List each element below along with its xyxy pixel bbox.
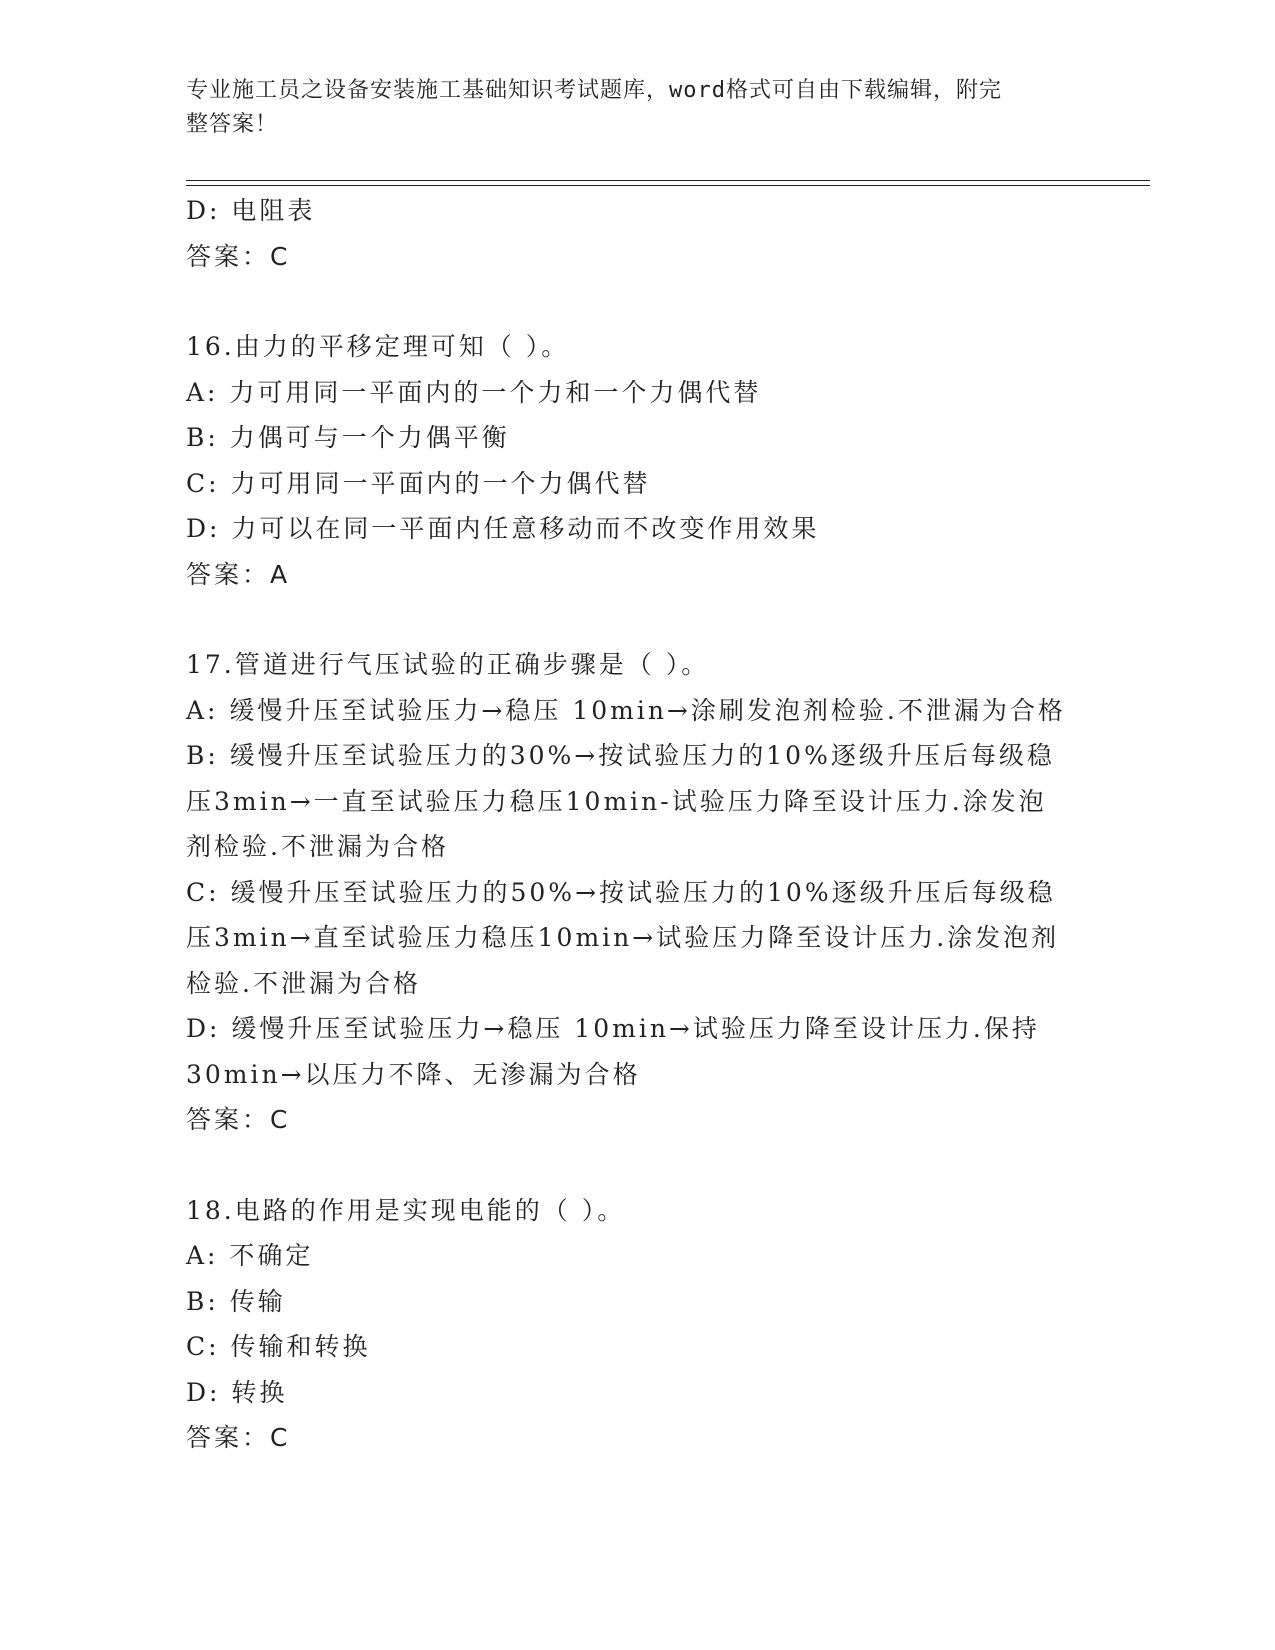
option-c: C: 力可用同一平面内的一个力偶代替 <box>186 468 651 498</box>
question-stem: 17.管道进行气压试验的正确步骤是（ ）。 <box>186 650 710 679</box>
question-17 <box>186 642 1086 1143</box>
option-d-line-1: D: 缓慢升压至试验压力→稳压 10min→试验压力降至设计压力.保持 <box>186 1014 1040 1043</box>
question-stem: 16.由力的平移定理可知（ ）。 <box>186 332 570 361</box>
option-c-line-3: 检验.不泄漏为合格 <box>186 968 421 998</box>
option-b-line-2: 压3min→一直至试验压力稳压10min-试验压力降至设计压力.涂发泡 <box>186 786 1047 816</box>
answer: 答案：A <box>186 559 291 589</box>
option-b: B: 力偶可与一个力偶平衡 <box>186 423 510 452</box>
header-divider-bottom <box>186 185 1150 186</box>
option-a: A: 力可用同一平面内的一个力和一个力偶代替 <box>186 377 762 407</box>
header-title-line-2: 整答案！ <box>186 112 279 137</box>
question-15 <box>186 188 1086 279</box>
header-divider-top <box>186 180 1150 181</box>
answer: 答案：C <box>186 241 291 271</box>
option-c-line-2: 压3min→直至试验压力稳压10min→试验压力降至设计压力.涂发泡剂 <box>186 923 1060 952</box>
option-a: A: 缓慢升压至试验压力→稳压 10min→涂刷发泡剂检验.不泄漏为合格 <box>186 695 1066 725</box>
header-title-line-1: 专业施工员之设备安装施工基础知识考试题库，word格式可自由下载编辑，附完 <box>186 78 1002 103</box>
option-c-line-1: C: 缓慢升压至试验压力的50%→按试验压力的10%逐级升压后每级稳 <box>186 877 1056 907</box>
answer: 答案：C <box>186 1105 291 1134</box>
spacer <box>186 597 1086 642</box>
question-16 <box>186 324 1086 597</box>
option-d: D: 电阻表 <box>186 196 316 225</box>
question-stem: 18.电路的作用是实现电能的（ ）。 <box>186 1195 626 1225</box>
option-b-line-3: 剂检验.不泄漏为合格 <box>186 832 449 861</box>
option-d: D: 转换 <box>186 1377 288 1407</box>
option-d: D: 力可以在同一平面内任意移动而不改变作用效果 <box>186 514 820 543</box>
answer: 答案：C <box>186 1423 291 1452</box>
document-header <box>186 74 1066 142</box>
spacer <box>186 1143 1086 1188</box>
option-d-line-2: 30min→以压力不降、无渗漏为合格 <box>186 1059 641 1089</box>
option-c: C: 传输和转换 <box>186 1332 371 1361</box>
option-b-line-1: B: 缓慢升压至试验压力的30%→按试验压力的10%逐级升压后每级稳 <box>186 741 1055 770</box>
option-a: A: 不确定 <box>186 1241 314 1270</box>
question-18 <box>186 1188 1086 1461</box>
spacer <box>186 279 1086 324</box>
option-b: B: 传输 <box>186 1286 286 1316</box>
question-list <box>186 188 1086 1461</box>
